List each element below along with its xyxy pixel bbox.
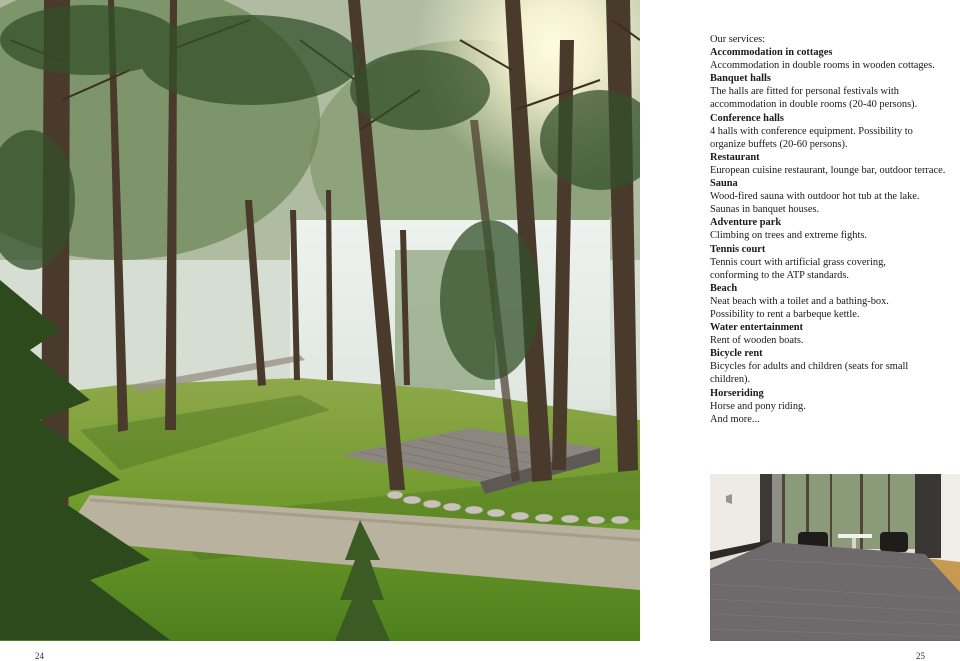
- service-description: The halls are fitted for personal festivals with: [710, 86, 899, 98]
- service-item: [710, 112, 950, 151]
- service-title: Banquet halls: [710, 73, 771, 85]
- service-description: conforming to the ATP standards.: [710, 269, 850, 281]
- service-description: Bicycles for adults and children (seats for small children).: [710, 361, 909, 386]
- service-item: [710, 72, 950, 111]
- service-description: Neat beach with a toilet and a bathing-box.: [710, 295, 889, 307]
- page-number-left: 24: [35, 651, 44, 661]
- service-title: Adventure park: [710, 217, 782, 229]
- service-title: Water entertainment: [710, 322, 804, 334]
- service-description: And more...: [710, 413, 760, 425]
- services-list: [710, 33, 950, 426]
- service-description: Possibility to rent a barbeque kettle.: [710, 308, 860, 320]
- service-description: European cuisine restaurant, lounge bar, outdoor terrace.: [710, 164, 946, 176]
- service-description: Saunas in banquet houses.: [710, 204, 820, 216]
- service-description: Tennis court with artificial grass covering,: [710, 256, 886, 268]
- service-description: Horse and pony riding.: [710, 400, 806, 412]
- service-description: Wood-fired sauna with outdoor hot tub at the lake.: [710, 191, 920, 203]
- service-item: [710, 387, 950, 426]
- service-description: Rent of wooden boats.: [710, 335, 804, 347]
- services-intro: Our services:: [710, 34, 766, 45]
- service-item: [710, 282, 950, 321]
- service-description: Climbing on trees and extreme fights.: [710, 230, 867, 242]
- service-title: Restaurant: [710, 151, 760, 163]
- service-title: Horseriding: [710, 387, 764, 399]
- banquet-hall-interior-photo: [710, 474, 960, 641]
- page-number-right: 25: [916, 651, 925, 661]
- service-item: [710, 243, 950, 282]
- service-item: [710, 347, 950, 386]
- service-title: Bicycle rent: [710, 348, 763, 360]
- service-item: [710, 177, 950, 216]
- service-description: accommodation in double rooms (20-40 persons).: [710, 99, 918, 111]
- interior-illustration: [710, 474, 960, 641]
- service-item: [710, 321, 950, 347]
- service-title: Tennis court: [710, 243, 766, 255]
- service-title: Sauna: [710, 178, 738, 190]
- service-title: Beach: [710, 282, 738, 294]
- service-title: Conference halls: [710, 112, 784, 124]
- service-title: Accommodation in cottages: [710, 47, 833, 59]
- service-item: [710, 151, 950, 177]
- service-description: organize buffets (20-60 persons).: [710, 138, 848, 150]
- service-item: [710, 216, 950, 242]
- service-item: [710, 46, 950, 72]
- service-description: Accommodation in double rooms in wooden cottages.: [710, 60, 935, 72]
- service-description: 4 halls with conference equipment. Possibility to: [710, 125, 913, 137]
